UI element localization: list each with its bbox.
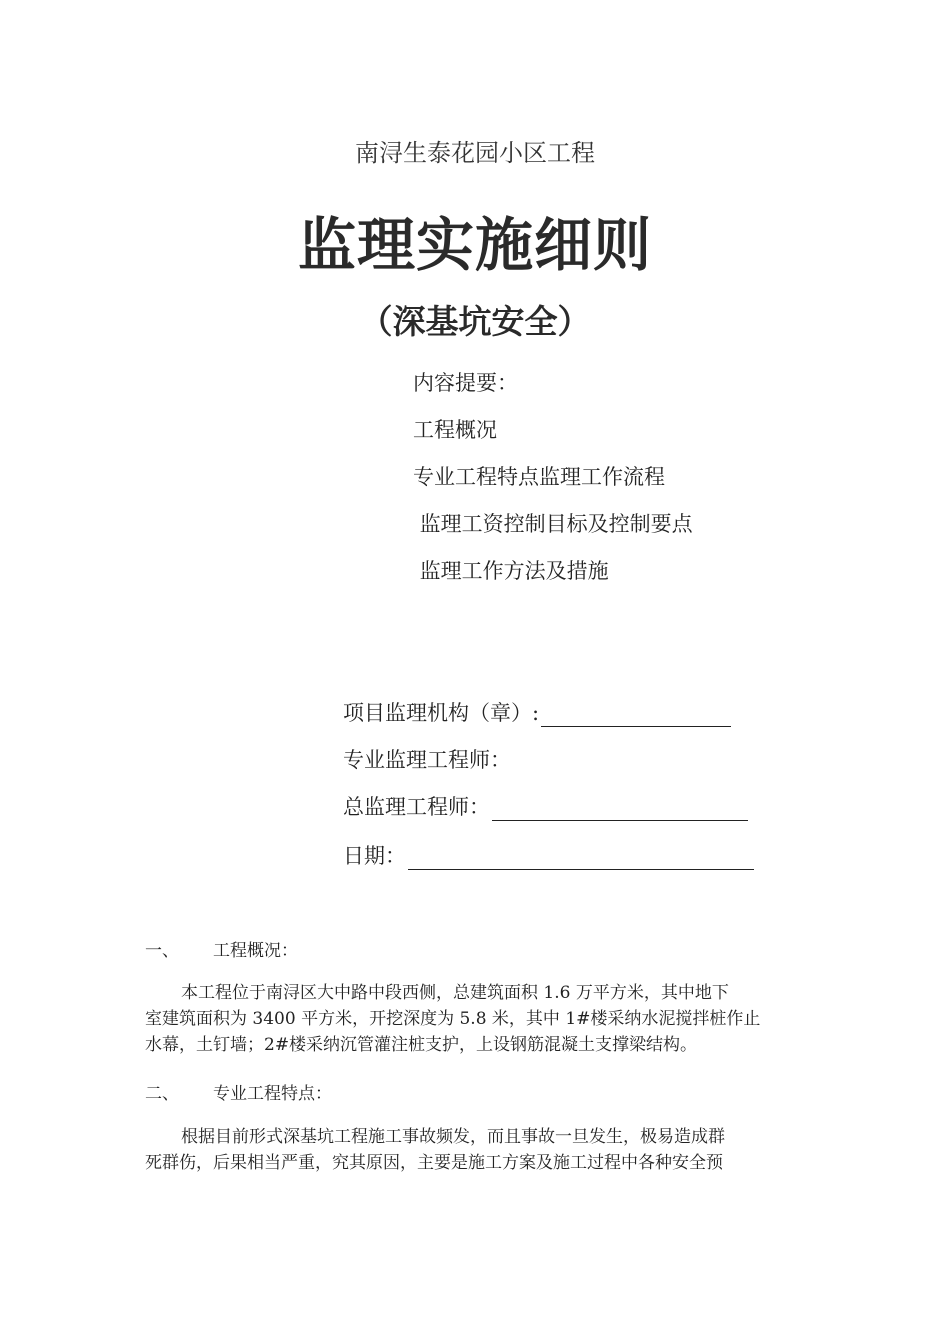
- section-paragraph: [145, 980, 810, 1058]
- chief-engineer-label: 总监理工程师：: [343, 795, 490, 819]
- contents-heading: 内容提要：: [413, 371, 518, 395]
- section-heading: [145, 936, 298, 961]
- specialist-engineer-label: 专业监理工程师：: [343, 748, 511, 772]
- contents-item: 专业工程特点监理工作流程: [413, 465, 665, 489]
- chief-engineer-line: [492, 800, 748, 821]
- paragraph-line: 死群伤，后果相当严重，究其原因，主要是施工方案及施工过程中各种安全预: [145, 1153, 723, 1173]
- section-number: 一、: [145, 941, 179, 961]
- paragraph-line: 本工程位于南浔区大中路中段西侧，总建筑面积 1.6 万平方米，其中地下: [181, 983, 729, 1003]
- contents-item: 监理工作方法及措施: [413, 559, 609, 583]
- contents-item: 监理工资控制目标及控制要点: [413, 512, 693, 536]
- contents-item: 工程概况: [413, 418, 497, 442]
- paragraph-line: 水幕，土钉墙；2#楼采纳沉管灌注桩支护，上设钢筋混凝土支撑梁结构。: [145, 1035, 698, 1055]
- date-row: [343, 840, 754, 870]
- section-title: 专业工程特点：: [213, 1084, 332, 1104]
- section-heading: [145, 1079, 332, 1104]
- org-stamp-label: 项目监理机构（章）:: [343, 701, 540, 725]
- project-subtitle: 南浔生泰花园小区工程: [355, 139, 595, 167]
- org-stamp-line: [541, 706, 731, 727]
- section-number: 二、: [145, 1084, 179, 1104]
- section-paragraph: [145, 1124, 810, 1176]
- chief-engineer-row: [343, 791, 748, 821]
- document-subtitle-bracket: （深基坑安全）: [359, 302, 591, 341]
- org-stamp-row: [343, 697, 731, 727]
- document-title: 监理实施细则: [297, 211, 652, 279]
- date-line: [408, 849, 754, 870]
- specialist-engineer-row: [343, 744, 511, 774]
- section-title: 工程概况：: [213, 941, 298, 961]
- paragraph-line: 室建筑面积为 3400 平方米，开挖深度为 5.8 米，其中 1#楼采纳水泥搅拌桩作止: [145, 1009, 761, 1029]
- paragraph-line: 根据目前形式深基坑工程施工事故频发，而且事故一旦发生，极易造成群: [181, 1127, 725, 1147]
- date-label: 日期：: [343, 844, 406, 868]
